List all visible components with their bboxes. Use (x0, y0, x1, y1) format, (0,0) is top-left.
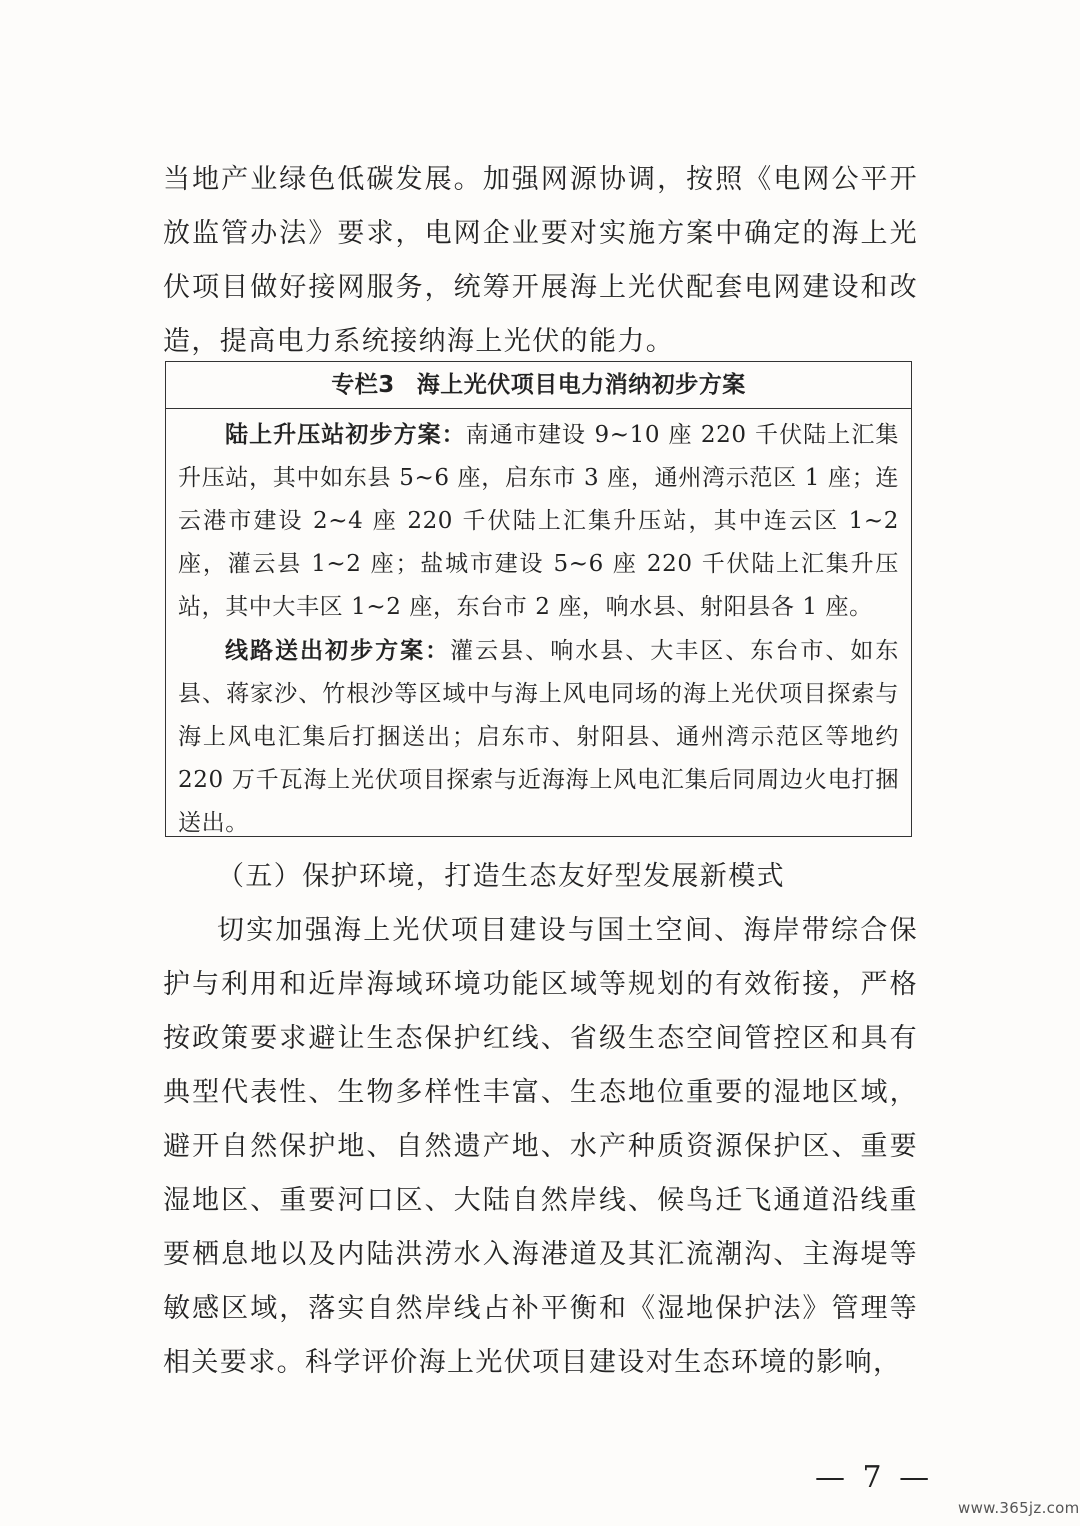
page-number: — 7 — (815, 1460, 934, 1495)
column-box (165, 361, 912, 837)
column-box-title (166, 362, 911, 409)
column-box-title-text: 海上光伏项目电力消纳初步方案 (416, 372, 746, 398)
column-box-item-text: 南通市建设 9~10 座 220 千伏陆上汇集升压站，其中如东县 5~6 座，启东市 3 座，通州湾示范区 1 座；连云港市建设 2~4 座 220 千伏陆上汇集升压站，其中连云区 1~2 座，灌云县 1~2 座；盐城市建设 5~6 座 220 千伏陆上汇集升压站，其中大丰区 1~2 座，东台市 2 座，响水县、射阳县各 1 座。 (178, 422, 899, 620)
column-box-item-lead: 陆上升压站初步方案： (225, 421, 466, 448)
column-box-item-lead: 线路送出初步方案： (225, 637, 451, 664)
column-box-body (166, 409, 911, 845)
body-paragraph-bottom: 切实加强海上光伏项目建设与国土空间、海岸带综合保护与利用和近岸海域环境功能区域等规划的有效衔接，严格按政策要求避让生态保护红线、省级生态空间管控区和具有典型代表性、生物多样性丰富、生态地位重要的湿地区域，避开自然保护地、自然遗产地、水产种质资源保护区、重要湿地区、重要河口区、大陆自然岸线、候鸟迁飞通道沿线重要栖息地以及内陆洪涝水入海港道及其汇流潮沟、主海堤等敏感区域，落实自然岸线占补平衡和《湿地保护法》管理等相关要求。科学评价海上光伏项目建设对生态环境的影响， (163, 915, 918, 1378)
column-box-item (178, 413, 899, 629)
section-heading: （五）保护环境，打造生态友好型发展新模式 (217, 861, 785, 892)
column-box-label: 专栏3 (331, 372, 395, 398)
column-box-item (178, 629, 899, 845)
column-box-item-text: 灌云县、响水县、大丰区、东台市、如东县、蒋家沙、竹根沙等区域中与海上风电同场的海上光伏项目探索与海上风电汇集后打捆送出；启东市、射阳县、通州湾示范区等地约 220 万千瓦海上光伏项目探索与近海海上风电汇集后同周边火电打捆送出。 (178, 638, 899, 836)
watermark: www.365jz.com (958, 1499, 1080, 1517)
body-paragraph-top: 当地产业绿色低碳发展。加强网源协调，按照《电网公平开放监管办法》要求，电网企业要对实施方案中确定的海上光伏项目做好接网服务，统筹开展海上光伏配套电网建设和改造，提高电力系统接纳海上光伏的能力。 (163, 164, 918, 357)
